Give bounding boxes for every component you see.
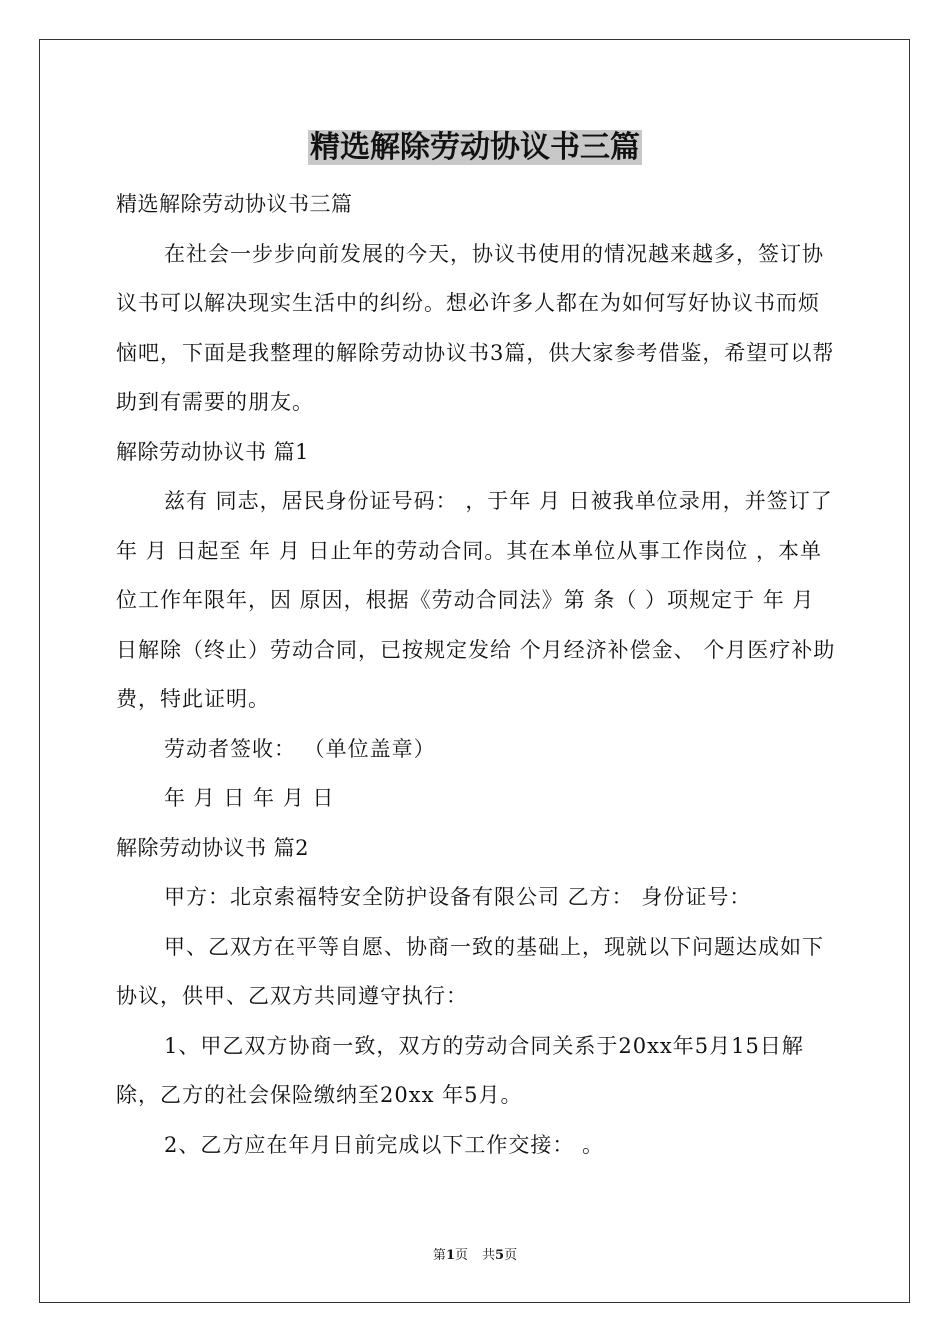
- total-pages: 共5页: [482, 1248, 518, 1263]
- section-1-signature: 劳动者签收： （单位盖章）: [164, 736, 436, 761]
- section-2-heading: 解除劳动协议书 篇2: [116, 835, 310, 860]
- section-1-body: 兹有 同志，居民身份证号码： ，于年 月 日被我单位录用，并签订了 年 月 日起至 年 月 日止年的劳动合同。其在本单位从事工作岗位 ，本单位工作年限年，因 原因，根据《劳动合同法》第 条（ ）项规定于 年 月 日解除（终止）劳动合同，已按规定发给 个月经济补偿金、 个月医疗补助费，特此证明。: [116, 489, 836, 711]
- section-1-date: 年 月 日 年 月 日: [164, 786, 335, 810]
- document-title: [0, 128, 950, 168]
- section-2-clause-1: 1、甲乙双方协商一致，双方的劳动合同关系于20xx年5月15日解除，乙方的社会保险缴纳至20xx 年5月。: [116, 1033, 804, 1107]
- section-2-parties: 甲方：北京索福特安全防护设备有限公司 乙方： 身份证号：: [164, 885, 752, 909]
- document-subtitle: 精选解除劳动协议书三篇: [116, 192, 353, 216]
- document-body: [116, 180, 836, 1170]
- intro-paragraph: 在社会一步步向前发展的今天，协议书使用的情况越来越多，签订协议书可以解决现实生活中的纠纷。想必许多人都在为如何写好协议书而烦恼吧，下面是我整理的解除劳动协议书3篇，供大家参考借鉴，希望可以帮助到有需要的朋友。: [116, 241, 835, 414]
- page-footer: [0, 1247, 950, 1265]
- document-title-text: 精选解除劳动协议书三篇: [310, 130, 640, 165]
- section-2-paragraph-1: 甲、乙双方在平等自愿、协商一致的基础上，现就以下问题达成如下协议，供甲、乙双方共同遵守执行：: [116, 934, 824, 1008]
- section-1-heading: 解除劳动协议书 篇1: [116, 439, 310, 464]
- page-number: 第1页: [432, 1248, 468, 1263]
- section-2-clause-2: 2、乙方应在年月日前完成以下工作交接： 。: [164, 1132, 605, 1157]
